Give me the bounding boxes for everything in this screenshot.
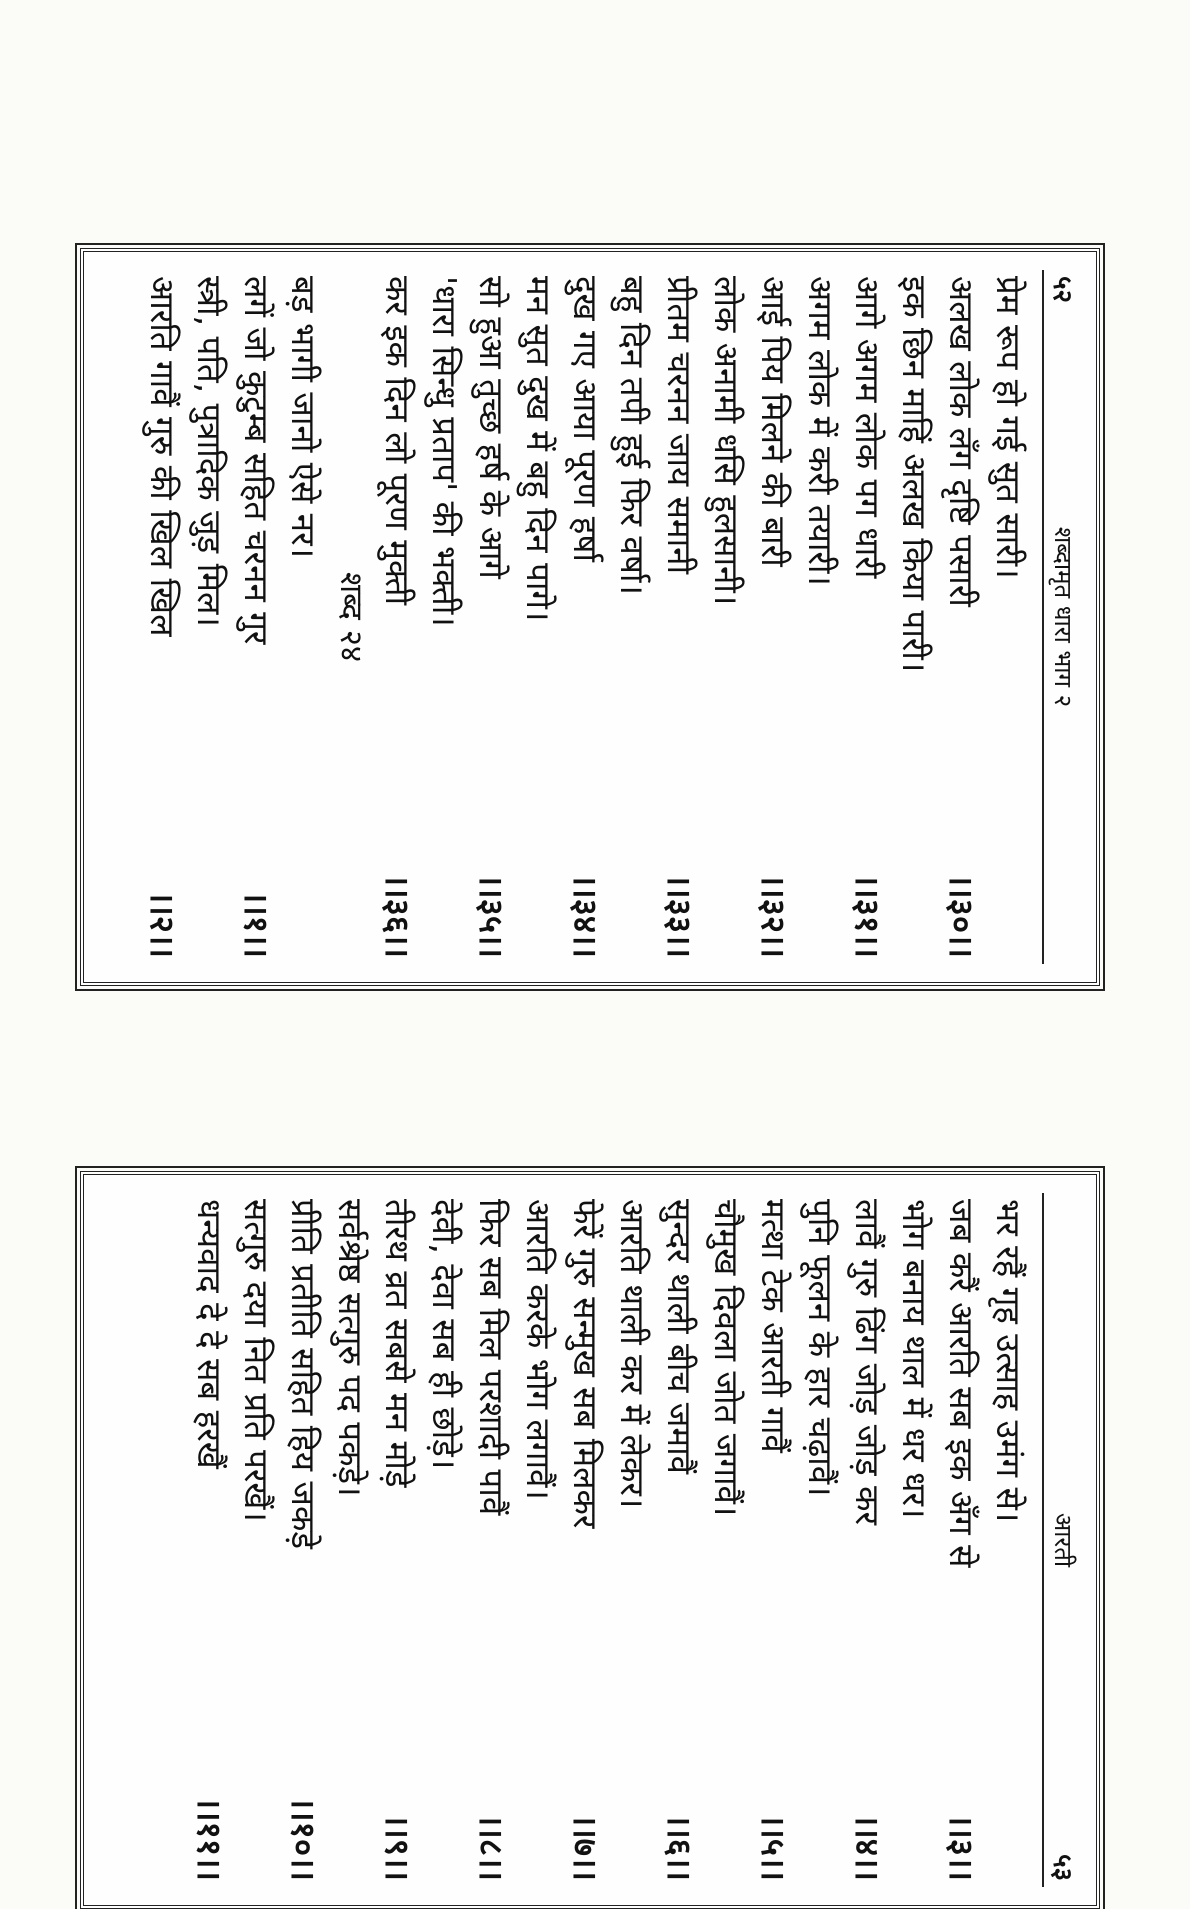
verse-line (750, 270, 797, 964)
verse-text: चौमुख दिवला जोत जगावैं। (707, 1199, 746, 1517)
page-header (1042, 270, 1088, 964)
verse-text: फेरें गुरु सन्मुख सब मिलकर (566, 1199, 605, 1529)
verse-text: आरति करके भोग लगावैं। (519, 1199, 558, 1500)
verse-line (468, 1193, 515, 1887)
verse-text: दुख गए आया पूरण हर्षा (566, 276, 605, 562)
verse-text: सर्वश्रेष्ठ सत्गुरु पद पकड़े। (331, 1199, 370, 1497)
verse-number: ।।५।। (754, 1813, 793, 1881)
verse-text: पुनि फूलन के हार चढ़ावैं। (801, 1199, 840, 1497)
verse-number: ।।९।। (378, 1813, 417, 1881)
page-52-content (94, 270, 1088, 964)
verse-line (656, 270, 703, 964)
verse-line (609, 1193, 656, 1887)
verse-text: लावैं गुरु ढिंग जोड़ जोड़ कर (848, 1199, 887, 1525)
page-53 (80, 1171, 1100, 1909)
verse-line (515, 270, 562, 964)
verse-line (750, 1193, 797, 1887)
verse-line (844, 1193, 891, 1887)
verse-number: ।।७।। (566, 1813, 605, 1881)
verse-text: मन सुत दुख में बहु दिन पागे। (519, 276, 558, 622)
verse-line (515, 1193, 562, 1887)
verse-text: मत्था टेक आरती गावैं (754, 1199, 793, 1453)
verse-line (468, 270, 515, 964)
verse-text: सो हुआ तुच्छ हर्ष के आगे (472, 276, 511, 579)
running-title: शब्दामृत धारा भाग २ (1049, 526, 1077, 708)
verse-number: ।।३३।। (660, 873, 699, 958)
verse-number: ।।१०।। (284, 1796, 323, 1881)
verse-text: इक छिन माहिं अलख किया पारी। (895, 276, 934, 673)
page-52 (80, 248, 1100, 986)
verse-text: 'धारा सिन्धु प्रताप' की भक्ती। (425, 276, 464, 627)
verse-list (374, 270, 1032, 964)
verse-number: ।।८।। (472, 1813, 511, 1881)
verse-text: सत्गुरु दया नित प्रति परखैं। (237, 1199, 276, 1522)
page-header (1042, 1193, 1088, 1887)
verse-number: ।।११।। (190, 1796, 229, 1881)
verse-text: धन्यवाद दे दे सब हरखैं (190, 1199, 229, 1469)
running-title: आरती (1049, 1512, 1077, 1568)
verse-line (656, 1193, 703, 1887)
verse-line (938, 1193, 985, 1887)
verse-list (186, 1193, 1032, 1887)
verse-line (891, 1193, 938, 1887)
verse-line (280, 1193, 327, 1887)
verse-text: देवी, देवा सब ही छोड़े। (425, 1199, 464, 1470)
verse-line (233, 270, 280, 964)
verse-line (233, 1193, 280, 1887)
verse-line (562, 1193, 609, 1887)
verse-line (186, 1193, 233, 1887)
verse-number: ।।६।। (660, 1813, 699, 1881)
verse-line (374, 1193, 421, 1887)
verse-text: आई पिय मिलने की बारी (754, 276, 793, 567)
verse-line (797, 270, 844, 964)
verse-line (891, 270, 938, 964)
page-53-content (94, 1193, 1088, 1887)
verse-text: स्त्री, पति, पुत्रादिक जुड़ मिल। (190, 276, 229, 627)
verse-text: भोग बनाय थाल में धर धर। (895, 1199, 934, 1519)
verse-line (844, 270, 891, 964)
verse-text: लगें जो कुटुम्ब सहित चरनन गुर (237, 276, 276, 645)
verse-line (797, 1193, 844, 1887)
verse-text: बहु दिन तपी हुई फिर वर्षा। (613, 276, 652, 595)
verse-number: ।।३०।। (942, 873, 981, 958)
page-number: ५२ (1047, 276, 1077, 304)
verse-line (985, 270, 1032, 964)
page-number: ५३ (1047, 1853, 1077, 1881)
verse-number: ।।३५।। (472, 873, 511, 958)
verse-list-2 (139, 270, 327, 964)
verse-number: ।।३।। (942, 1813, 981, 1881)
verse-number: ।।३२।। (754, 873, 793, 958)
verse-text: कर इक दिन लो पूरण मुक्ती (378, 276, 417, 606)
verse-text: प्रेम रूप हो गई सुत सारी। (989, 276, 1028, 579)
verse-line (938, 270, 985, 964)
verse-number: ।।४।। (848, 1813, 887, 1881)
verse-line (280, 270, 327, 964)
verse-number: ।।२।। (143, 890, 182, 958)
verse-text: भर रहैं गृह उत्साह उमंग से। (989, 1199, 1028, 1523)
verse-text: लोक अनामी धसि हुलसानी। (707, 276, 746, 606)
verse-text: आरति थाली कर में लेकर। (613, 1199, 652, 1509)
verse-number: ।।३४।। (566, 873, 605, 958)
verse-text: अगम लोक में करी तयारी। (801, 276, 840, 586)
verse-line (327, 1193, 374, 1887)
verse-text: फिर सब मिल परशादी पावैं (472, 1199, 511, 1516)
verse-number: ।।३१।। (848, 873, 887, 958)
verse-line (609, 270, 656, 964)
verse-line (985, 1193, 1032, 1887)
verse-number: ।।३६।। (378, 873, 417, 958)
verse-text: सुन्दर थाली बीच जमावैं (660, 1199, 699, 1475)
verse-line (374, 270, 421, 964)
verse-text: बड़ भागी जानो ऐसे नर। (284, 276, 323, 559)
verse-line (421, 1193, 468, 1887)
verse-text: आगे अगम लोक पग धारी (848, 276, 887, 579)
verse-line (421, 270, 468, 964)
verse-line (139, 270, 186, 964)
verse-text: प्रीतम चरनन जाय समानी (660, 276, 699, 575)
section-title: शब्द २४ (333, 572, 369, 662)
verse-line (562, 270, 609, 964)
verse-line (703, 270, 750, 964)
verse-line (703, 1193, 750, 1887)
verse-text: अलख लोक लँग दृष्टि पसारी (942, 276, 981, 607)
verse-line (186, 270, 233, 964)
verse-text: तीरथ व्रत सबसे मन मोड़े (378, 1199, 417, 1488)
verse-text: प्रीति प्रतीति सहित हिय जकड़े (284, 1199, 323, 1550)
verse-text: आरति गावैं गुरु की खिल खिल (143, 276, 182, 637)
verse-text: जब करैं आरति सब इक अँग से (942, 1199, 981, 1568)
verse-number: ।।१।। (237, 890, 276, 958)
